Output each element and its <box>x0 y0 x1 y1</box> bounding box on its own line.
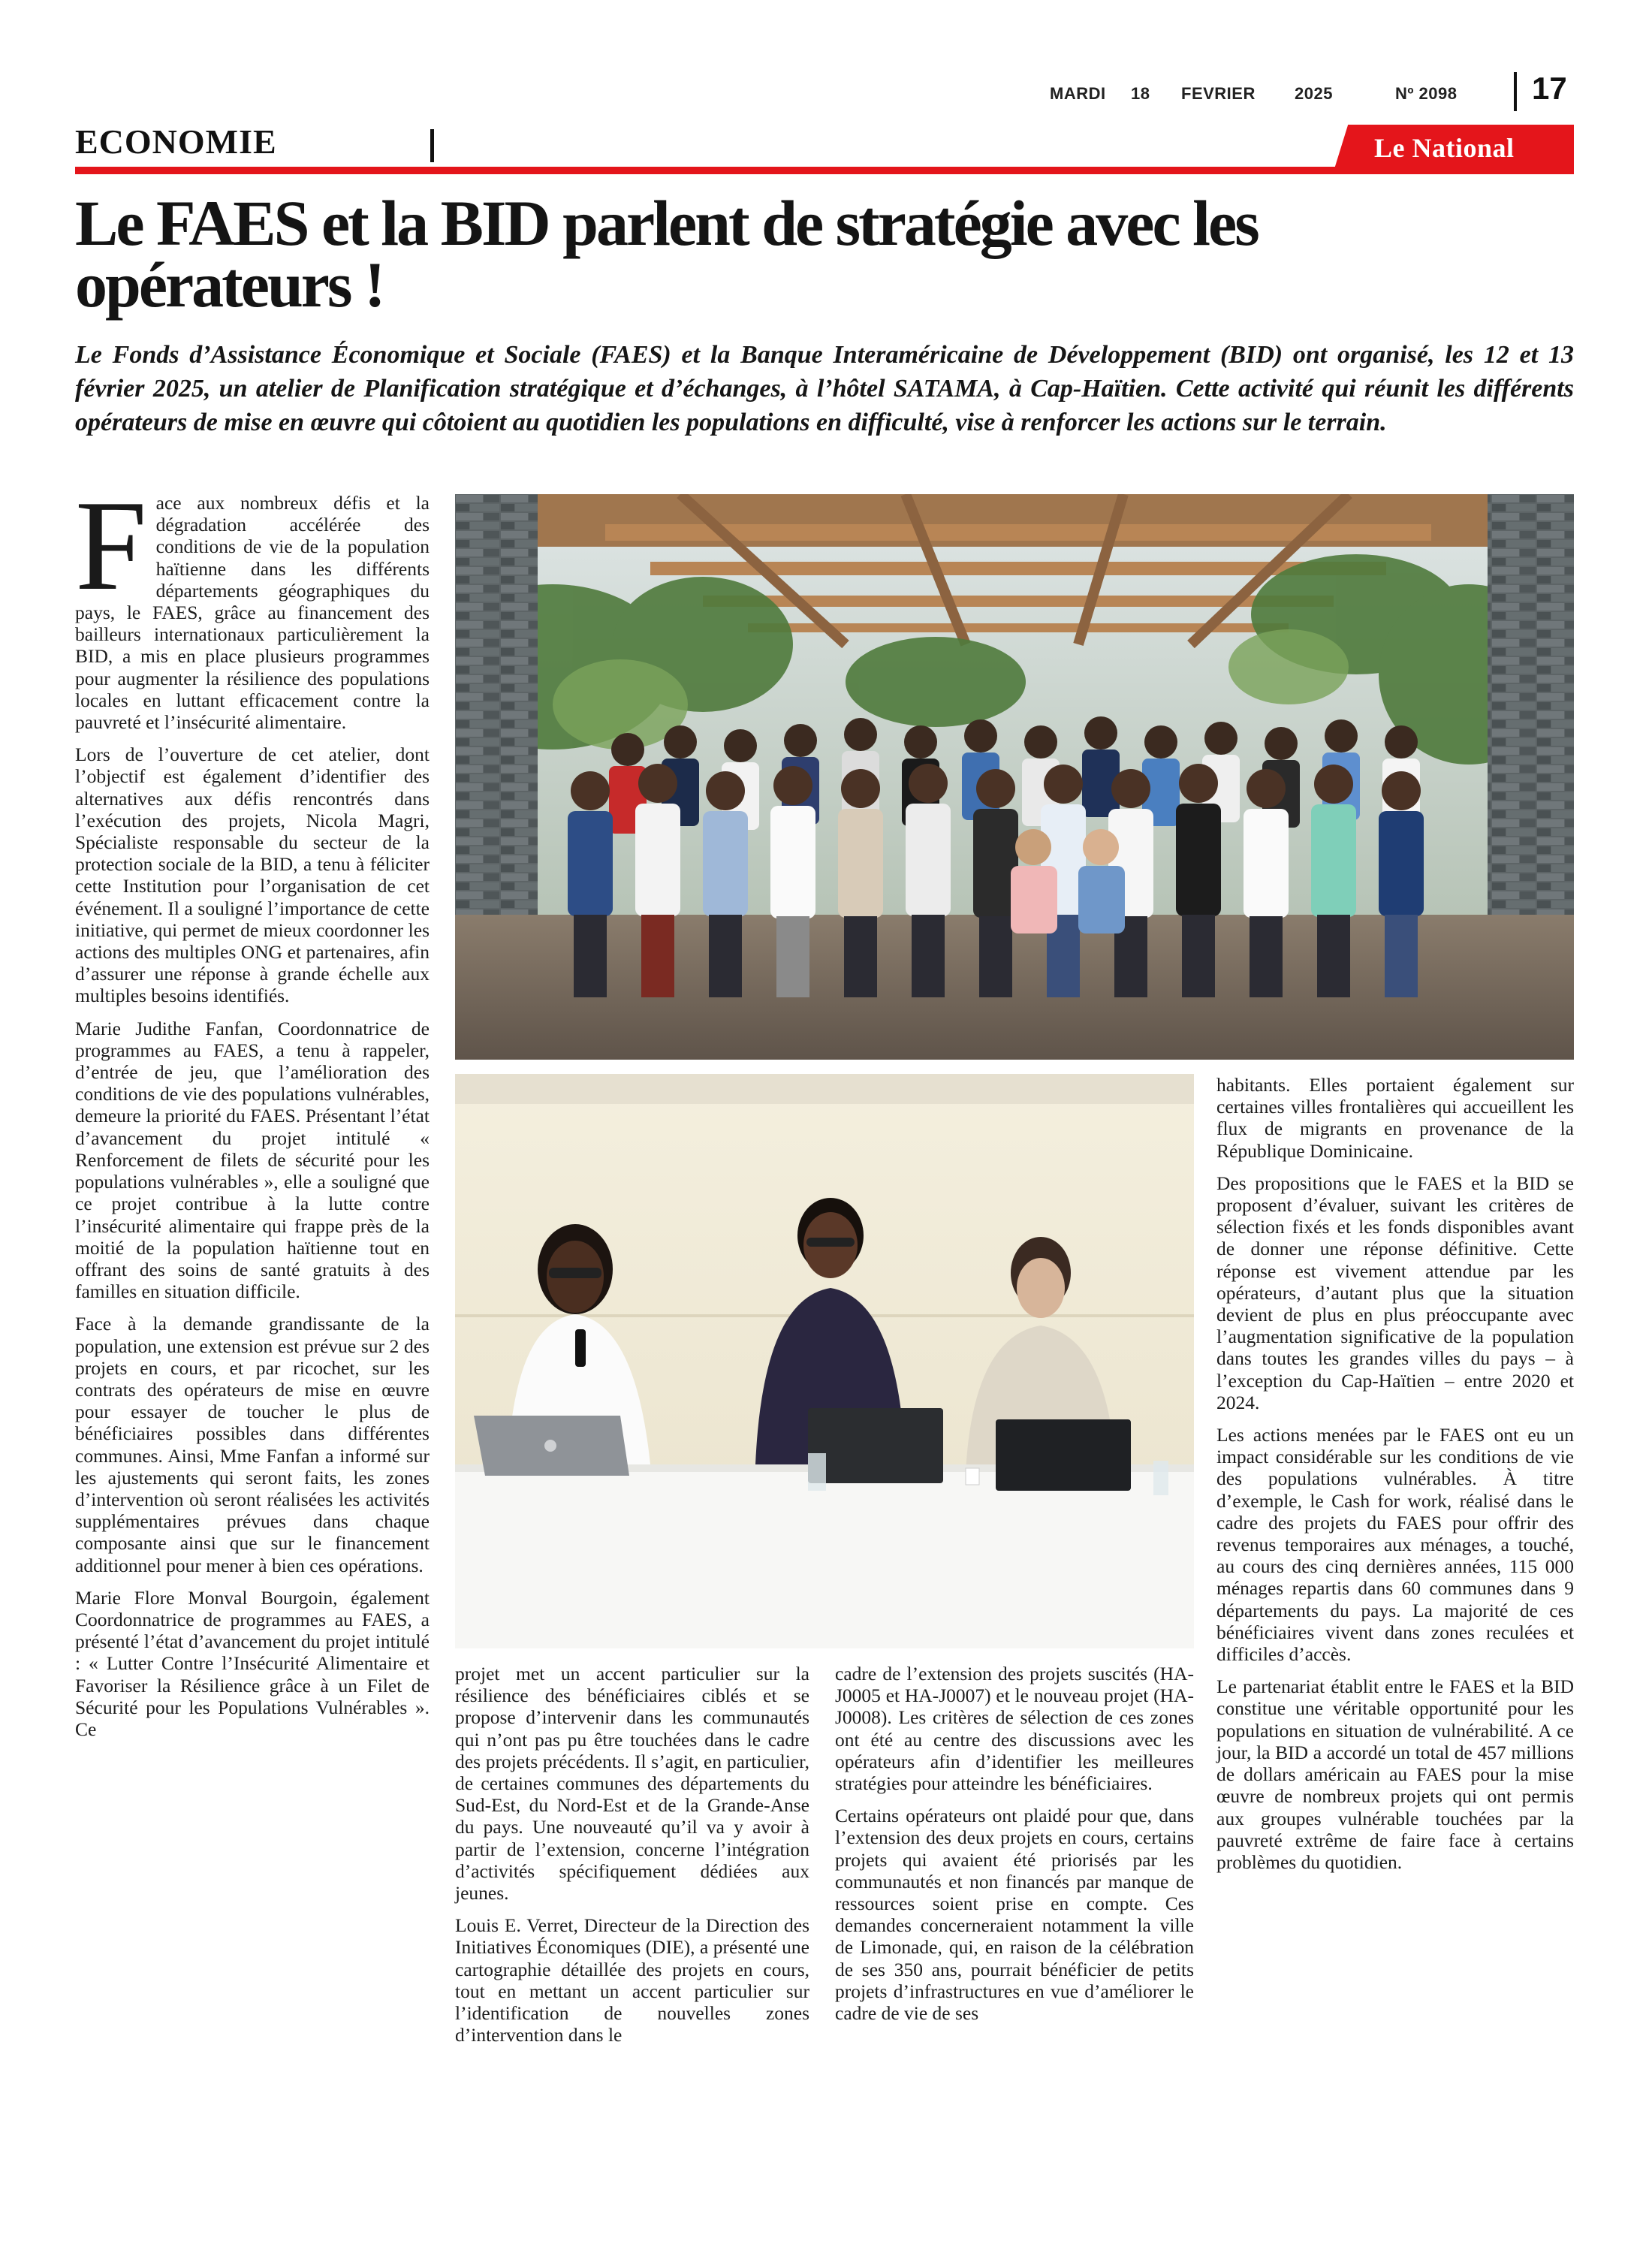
page-number: 17 <box>1532 71 1567 106</box>
paragraph <box>75 475 430 734</box>
paragraph: habitants. Elles portaient également sur certaines villes frontalières qui accueillent les flux de migrants en provenance de la République Dominicaine. <box>1216 1074 1574 1162</box>
article-column-4 <box>1216 1074 1574 1884</box>
date-number: 18 <box>1131 84 1150 103</box>
section-label: ECONOMIE <box>75 122 277 161</box>
paragraph: Face à la demande grandissante de la population, une extension est prévue sur 2 des projets en cours, et par ricochet, sur les contrats des opérateurs de mise en œuvre pour essayer de toucher le plus de bénéficiaires possibles dans différentes communes. Ainsi, Mme Fanfan a informé sur les ajustements qui seront faits, les zones d’intervention où seront réalisées les activités supplémentaires prévues dans chaque composante ainsi que sur le financement additionnel pour mener à bien ces opérations. <box>75 1313 430 1576</box>
date-day: MARDI <box>1050 84 1106 103</box>
paragraph: Le partenariat établit entre le FAES et la BID constitue une véritable opportunité pour les populations en situation de vulnérabilité. A ce jour, la BID a accordé un total de 457 millions de dollars américain au FAES pour la mise œuvre de nombreux projets qui ont permis aux groupes vulnérable touchées par la pauvreté extrême de faire face à certains problèmes du quotidien. <box>1216 1675 1574 1873</box>
drop-cap: F <box>75 475 147 617</box>
paragraph: cadre de l’extension des projets suscités (HA-J0005 et HA-J0007) et le nouveau projet (HA-J0008). Les critères de sélection de ces zones ont été au centre des discussions avec les opérateurs afin d’identifier les meilleures stratégies pour atteindre les bénéficiaires. <box>835 1663 1194 1795</box>
article-lede: Le Fonds d’Assistance Économique et Sociale (FAES) et la Banque Interaméricaine de Développement (BID) ont organisé, les 12 et 13 février 2025, un atelier de Planification stratégique et d’échanges, à l’hôtel SATAMA, à Cap-Haïtien. Cette activité qui réunit les différents opérateurs de mise en œuvre qui côtoient au quotidien les populations en difficulté, vise à renforcer les actions sur le terrain. <box>75 341 1574 436</box>
paragraph: Certains opérateurs ont plaidé pour que, dans l’extension des deux projets en cours, certains projets qui avaient été priorisés par les communautés et non financés par manque de ressources soient prise en compte. Ces demandes concerneraient notamment la ville de Limonade, qui, en raison de la célébration de ses 350 ans, pourrait bénéficier de petits projets d’infrastructures en vue d’améliorer le cadre de vie de ses <box>835 1805 1194 2025</box>
paragraph: projet met un accent particulier sur la résilience des bénéficiaires ciblés et se propose d’intervenir dans les communautés qui n’ont pas pu être touchées dans le cadre des projets précédents. Il s’agit, en particulier, de certaines communes des départements du Sud-Est, du Nord-Est et de la Grande-Anse du pays. Une nouveauté qu’il va y avoir à partir de l’extension, concerne l’intégration d’activités spécifiquement dédiées aux jeunes. <box>455 1663 809 1905</box>
section-divider <box>430 129 434 162</box>
article-column-3 <box>835 1663 1194 2034</box>
paragraph: Les actions menées par le FAES ont eu un impact considérable sur les conditions de vie des populations vulnérables. À titre d’exemple, le Cash for work, réalisé dans le cadre des projets du FAES pour offrir des revenus temporaires aux ménages, a touché, au cours des cinq dernières années, 115 000 ménages repartis dans 60 communes dans 9 départements du pays. La majorité de ces bénéficiaires vivent dans zones reculées et difficiles d’accès. <box>1216 1424 1574 1666</box>
paragraph: Des propositions que le FAES et la BID se proposent d’évaluer, suivant les critères de sélection fixés et les fonds disponibles avant de donner une réponse définitive. Cette réponse est vivement attendue par les opérateurs, d’autant plus que la situation devient de plus en plus préoccupante avec l’augmentation significative de la population dans toutes les grandes villes du pays – à l’exception du Cap-Haïtien – entre 2020 et 2024. <box>1216 1172 1574 1413</box>
paragraph: Marie Flore Monval Bourgoin, également Coordonnatrice de programmes au FAES, a présenté l’état d’avancement du projet intitulé : « Lutter Contre l’Insécurité Alimentaire et Favoriser la Résilience grâce à un Filet de Sécurité pour les Populations Vulnérables ». Ce <box>75 1586 430 1740</box>
date-month: FEVRIER <box>1181 84 1256 103</box>
panel-photo <box>455 1074 1194 1648</box>
page-number-divider <box>1514 72 1517 111</box>
paragraph-text: ace aux nombreux défis et la dégradation accélérée des conditions de vie de la population haïtienne dans les différents départements géographiques du pays, le FAES, grâce au financement des bailleurs internationaux particulièrement la BID, a mis en place plusieurs programmes pour augmenter la résilience des populations locales en luttant efficacement contre la pauvreté et l’insécurité alimentaire. <box>75 492 430 734</box>
issue-number: Nº 2098 <box>1395 84 1458 103</box>
article-column-1 <box>75 475 430 1751</box>
group-photo <box>455 494 1574 1060</box>
article-headline: Le FAES et la BID parlent de stratégie avec les opérateurs ! <box>75 187 1258 321</box>
paragraph: Louis E. Verret, Directeur de la Direction des Initiatives Économiques (DIE), a présenté une cartographie détaillée des projets en cours, tout en mettant un accent particulier sur l’identification de nouvelles zones d’intervention dans le <box>455 1914 809 2046</box>
article-column-2 <box>455 1663 809 2056</box>
dateline <box>1050 84 1470 110</box>
paragraph: Marie Judithe Fanfan, Coordonnatrice de programmes au FAES, a tenu à rappeler, d’entrée de jeu, que l’amélioration des conditions de vie des populations vulnérables, demeure la priorité du FAES. Présentant l’état d’avancement du projet intitulé « Renforcement de filets de sécurité pour les populations vulnérables », elle a souligné que ce projet contribue à la lutte contre l’insécurité alimentaire qui frappe près de la moitié de la population haïtienne tout en offrant des soins de santé gratuits à des familles en situation difficile. <box>75 1017 430 1303</box>
paragraph: Lors de l’ouverture de cet atelier, dont l’objectif est également d’identifier des alternatives aux défis rencontrés dans l’exécution des projets, Nicola Magri, Spécialiste responsable du secteur de la protection sociale de la BID, a tenu à féliciter cette Institution pour l’organisation de cet événement. Il a souligné l’importance de cette initiative, qui permet de mieux coordonner les actions des multiples ONG et partenaires, afin d’assurer une réponse à grande échelle aux multiples besoins identifiés. <box>75 743 430 1007</box>
newspaper-brand: Le National <box>1374 133 1515 163</box>
header-rule <box>75 167 1574 174</box>
date-year: 2025 <box>1295 84 1333 103</box>
